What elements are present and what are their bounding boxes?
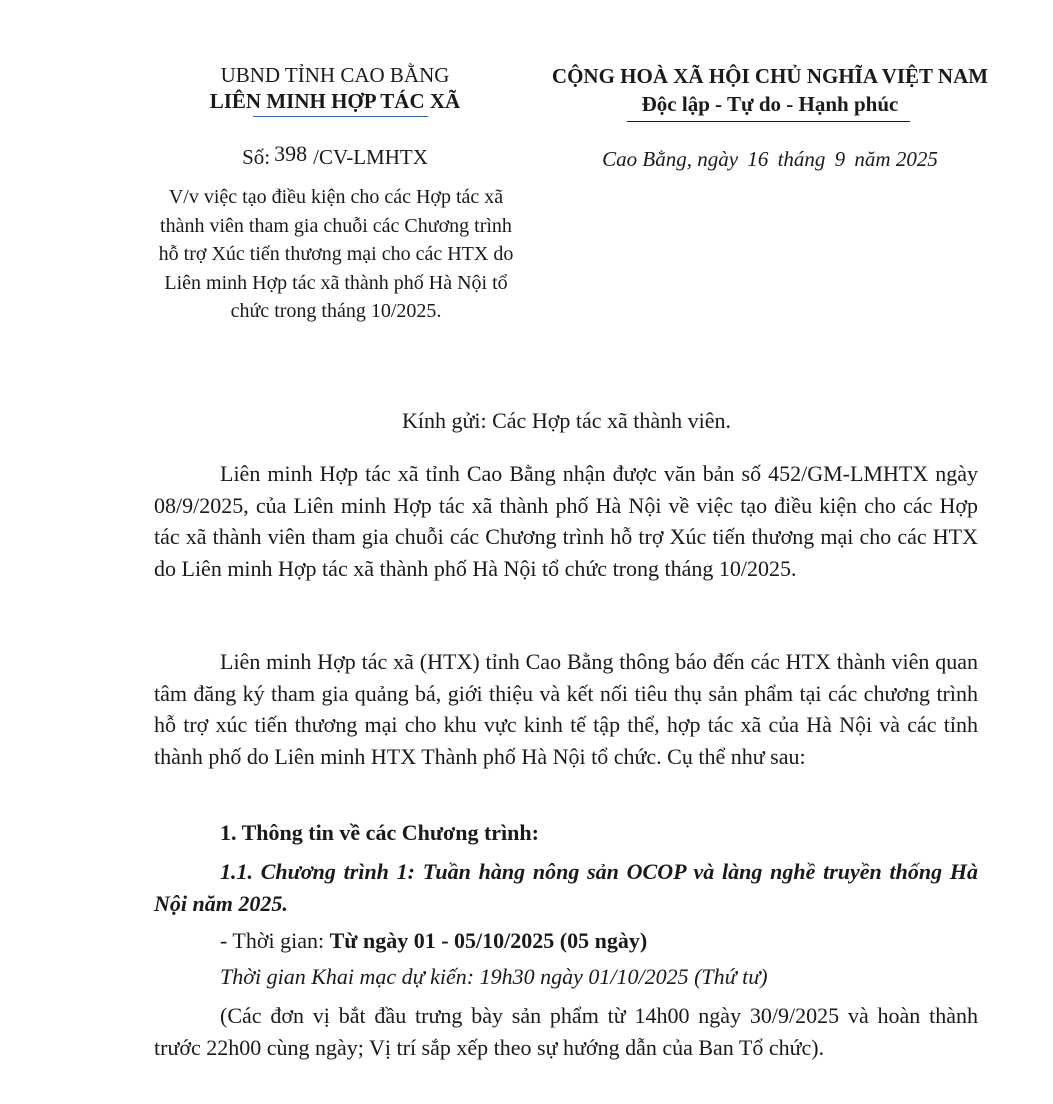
agency-underline [253, 116, 428, 117]
national-title [520, 62, 1020, 118]
nation-name: CỘNG HOÀ XÃ HỘI CHỦ NGHĨA VIỆT NAM [551, 64, 989, 88]
opening-time: Thời gian Khai mạc dự kiến: 19h30 ngày 01/10/2025 (Thứ tư) [220, 964, 768, 989]
section-heading-1-1: 1.1. Chương trình 1: Tuần hàng nông sản OCOP và làng nghề truyền thống Hà Nội năm 2025. [154, 859, 978, 916]
time-label: - Thời gian: [220, 928, 325, 953]
doc-number-value: 398 [274, 141, 308, 166]
date-day: 16 [747, 147, 769, 171]
body-paragraph-1: Liên minh Hợp tác xã tỉnh Cao Bằng nhận được văn bản số 452/GM-LMHTX ngày 08/9/2025, của Liên minh Hợp tác xã thành phố Hà Nội về việc tạo điều kiện cho các Hợp tác xã thành viên tham gia chuỗi các Chương trình hỗ trợ Xúc tiến thương mại cho các HTX do Liên minh Hợp tác xã thành phố Hà Nội tổ chức trong tháng 10/2025. [154, 461, 978, 581]
program-time [220, 926, 647, 956]
doc-number-prefix: Số: [242, 145, 271, 169]
date-month: 9 [834, 147, 846, 171]
province-name: UBND TỈNH CAO BẰNG [220, 63, 450, 87]
national-motto: Độc lập - Tự do - Hạnh phúc [641, 92, 899, 116]
time-value: Từ ngày 01 - 05/10/2025 (05 ngày) [329, 928, 648, 953]
date-year: năm 2025 [854, 147, 938, 171]
body-paragraph-3: (Các đơn vị bắt đầu trưng bày sản phẩm từ 14h00 ngày 30/9/2025 và hoàn thành trước 22h00 cùng ngày; Vị trí sắp xếp theo sự hướng dẫn của Ban Tổ chức). [154, 1003, 978, 1060]
document-number [150, 142, 520, 172]
date-month-label: tháng [777, 147, 826, 171]
section-heading-1: 1. Thông tin về các Chương trình: [220, 820, 539, 845]
organization-name: LIÊN MINH HỢP TÁC XÃ [209, 89, 461, 113]
date-prefix: Cao Bằng, ngày [602, 147, 739, 171]
salutation: Kính gửi: Các Hợp tác xã thành viên. [401, 408, 732, 433]
body-paragraph-2: Liên minh Hợp tác xã (HTX) tỉnh Cao Bằng thông báo đến các HTX thành viên quan tâm đăng ký tham gia quảng bá, giới thiệu và kết nối tiêu thụ sản phẩm tại các chương trình hỗ trợ xúc tiến thương mại cho khu vực kinh tế tập thể, hợp tác xã của Hà Nội và các tỉnh thành phố do Liên minh HTX Thành phố Hà Nội tổ chức. Cụ thể như sau: [154, 649, 978, 769]
motto-underline [627, 121, 910, 122]
dateline [520, 144, 1020, 174]
issuing-agency [150, 62, 520, 114]
doc-number-suffix: /CV-LMHTX [313, 145, 428, 169]
document-subject: V/v việc tạo điều kiện cho các Hợp tác xã thành viên tham gia chuỗi các Chương trình hỗ trợ Xúc tiến thương mại cho các HTX do Liên minh Hợp tác xã thành phố Hà Nội tổ chức trong tháng 10/2025. [158, 186, 514, 322]
